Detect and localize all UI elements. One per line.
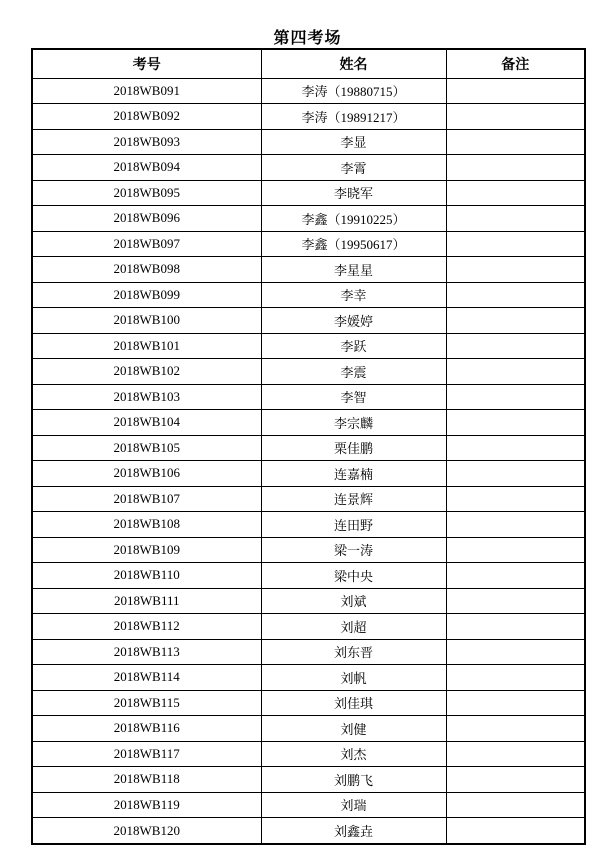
remark-cell — [446, 104, 585, 130]
remark-cell — [446, 129, 585, 155]
exam-no-cell: 2018WB107 — [32, 486, 261, 512]
column-header-name: 姓名 — [261, 49, 446, 78]
exam-no-cell: 2018WB108 — [32, 512, 261, 538]
exam-no-cell: 2018WB092 — [32, 104, 261, 130]
remark-cell — [446, 257, 585, 283]
name-cell: 李涛（19880715） — [261, 78, 446, 104]
table-row — [32, 129, 585, 155]
table-row — [32, 180, 585, 206]
remark-cell — [446, 818, 585, 845]
name-cell: 连景辉 — [261, 486, 446, 512]
remark-cell — [446, 333, 585, 359]
name-cell: 李鑫（19910225） — [261, 206, 446, 232]
remark-cell — [446, 512, 585, 538]
page-title: 第四考场 — [273, 30, 342, 47]
table-row — [32, 410, 585, 436]
exam-no-cell: 2018WB112 — [32, 614, 261, 640]
remark-cell — [446, 614, 585, 640]
exam-no-cell: 2018WB104 — [32, 410, 261, 436]
name-cell: 刘帆 — [261, 665, 446, 691]
table-row — [32, 563, 585, 589]
name-cell: 李晓军 — [261, 180, 446, 206]
name-cell: 李智 — [261, 384, 446, 410]
name-cell: 李星星 — [261, 257, 446, 283]
exam-no-cell: 2018WB100 — [32, 308, 261, 334]
exam-no-cell: 2018WB113 — [32, 639, 261, 665]
name-cell: 李霄 — [261, 155, 446, 181]
table-row — [32, 818, 585, 845]
column-header-remark: 备注 — [446, 49, 585, 78]
remark-cell — [446, 767, 585, 793]
remark-cell — [446, 435, 585, 461]
exam-no-cell: 2018WB116 — [32, 716, 261, 742]
remark-cell — [446, 690, 585, 716]
table-row — [32, 359, 585, 385]
column-header-exam-no: 考号 — [32, 49, 261, 78]
remark-cell — [446, 741, 585, 767]
remark-cell — [446, 206, 585, 232]
table-row — [32, 104, 585, 130]
name-cell: 刘杰 — [261, 741, 446, 767]
exam-no-cell: 2018WB091 — [32, 78, 261, 104]
table-row — [32, 155, 585, 181]
name-cell: 刘佳琪 — [261, 690, 446, 716]
name-cell: 李宗麟 — [261, 410, 446, 436]
exam-no-cell: 2018WB114 — [32, 665, 261, 691]
table-row — [32, 665, 585, 691]
remark-cell — [446, 537, 585, 563]
name-cell: 连嘉楠 — [261, 461, 446, 487]
table-row — [32, 537, 585, 563]
exam-no-cell: 2018WB094 — [32, 155, 261, 181]
exam-no-cell: 2018WB120 — [32, 818, 261, 845]
remark-cell — [446, 716, 585, 742]
remark-cell — [446, 180, 585, 206]
exam-no-cell: 2018WB093 — [32, 129, 261, 155]
exam-no-cell: 2018WB097 — [32, 231, 261, 257]
remark-cell — [446, 384, 585, 410]
name-cell: 李媛婷 — [261, 308, 446, 334]
exam-no-cell: 2018WB103 — [32, 384, 261, 410]
table-row — [32, 614, 585, 640]
exam-no-cell: 2018WB106 — [32, 461, 261, 487]
remark-cell — [446, 359, 585, 385]
remark-cell — [446, 792, 585, 818]
remark-cell — [446, 308, 585, 334]
table-row — [32, 690, 585, 716]
remark-cell — [446, 155, 585, 181]
name-cell: 刘超 — [261, 614, 446, 640]
name-cell: 李跃 — [261, 333, 446, 359]
name-cell: 栗佳鹏 — [261, 435, 446, 461]
exam-no-cell: 2018WB119 — [32, 792, 261, 818]
table-row — [32, 639, 585, 665]
exam-no-cell: 2018WB101 — [32, 333, 261, 359]
name-cell: 李显 — [261, 129, 446, 155]
roster-table-body — [32, 78, 585, 844]
remark-cell — [446, 588, 585, 614]
table-row — [32, 588, 585, 614]
name-cell: 连田野 — [261, 512, 446, 538]
table-row — [32, 206, 585, 232]
roster-table-head — [32, 49, 585, 78]
name-cell: 李震 — [261, 359, 446, 385]
name-cell: 李涛（19891217） — [261, 104, 446, 130]
table-row — [32, 461, 585, 487]
name-cell: 梁一涛 — [261, 537, 446, 563]
remark-cell — [446, 639, 585, 665]
exam-no-cell: 2018WB118 — [32, 767, 261, 793]
name-cell: 李幸 — [261, 282, 446, 308]
remark-cell — [446, 563, 585, 589]
exam-no-cell: 2018WB096 — [32, 206, 261, 232]
table-row — [32, 792, 585, 818]
exam-no-cell: 2018WB117 — [32, 741, 261, 767]
table-row — [32, 282, 585, 308]
name-cell: 刘斌 — [261, 588, 446, 614]
name-cell: 刘鹏飞 — [261, 767, 446, 793]
remark-cell — [446, 282, 585, 308]
exam-no-cell: 2018WB095 — [32, 180, 261, 206]
remark-cell — [446, 231, 585, 257]
exam-no-cell: 2018WB099 — [32, 282, 261, 308]
name-cell: 刘鑫垚 — [261, 818, 446, 845]
table-row — [32, 308, 585, 334]
table-row — [32, 716, 585, 742]
exam-no-cell: 2018WB105 — [32, 435, 261, 461]
exam-no-cell: 2018WB115 — [32, 690, 261, 716]
remark-cell — [446, 665, 585, 691]
remark-cell — [446, 461, 585, 487]
exam-no-cell: 2018WB102 — [32, 359, 261, 385]
table-row — [32, 486, 585, 512]
remark-cell — [446, 78, 585, 104]
remark-cell — [446, 410, 585, 436]
table-row — [32, 257, 585, 283]
table-row — [32, 512, 585, 538]
exam-no-cell: 2018WB111 — [32, 588, 261, 614]
table-row — [32, 231, 585, 257]
header-row — [32, 49, 585, 78]
exam-no-cell: 2018WB098 — [32, 257, 261, 283]
exam-no-cell: 2018WB109 — [32, 537, 261, 563]
table-row — [32, 767, 585, 793]
roster-table — [31, 48, 586, 845]
remark-cell — [446, 486, 585, 512]
table-row — [32, 741, 585, 767]
table-row — [32, 435, 585, 461]
name-cell: 刘东晋 — [261, 639, 446, 665]
name-cell: 李鑫（19950617） — [261, 231, 446, 257]
table-row — [32, 333, 585, 359]
table-row — [32, 78, 585, 104]
name-cell: 梁中央 — [261, 563, 446, 589]
name-cell: 刘瑞 — [261, 792, 446, 818]
name-cell: 刘健 — [261, 716, 446, 742]
exam-no-cell: 2018WB110 — [32, 563, 261, 589]
table-row — [32, 384, 585, 410]
